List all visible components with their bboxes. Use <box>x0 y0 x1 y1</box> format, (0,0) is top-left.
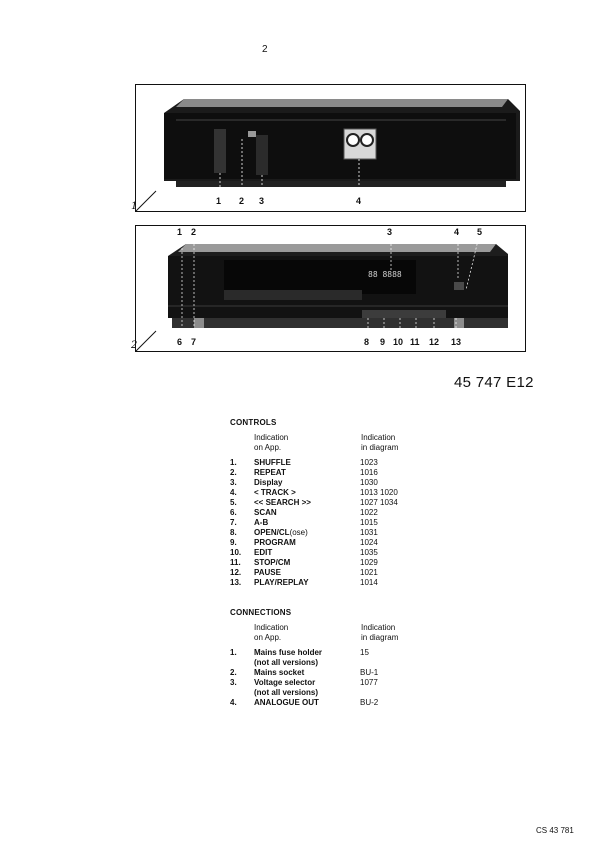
front-view-illustration <box>136 226 525 351</box>
row-label-text: EDIT <box>254 548 273 557</box>
connections-row <box>230 698 430 708</box>
row-label <box>254 678 360 688</box>
controls-row <box>230 488 430 498</box>
row-number: 3. <box>230 678 237 687</box>
fig1-tag: 1 <box>131 201 138 212</box>
row-value: 1022 <box>360 508 378 517</box>
row-label-text: PAUSE <box>254 568 281 577</box>
row-value: 1021 <box>360 568 378 577</box>
row-value: 1031 <box>360 528 378 537</box>
row-value: 1029 <box>360 558 378 567</box>
row-number: 11. <box>230 558 241 567</box>
row-number: 12. <box>230 568 242 577</box>
controls-row <box>230 558 430 568</box>
row-number: 13. <box>230 578 242 587</box>
fig2-callout-10: 10 <box>393 337 404 347</box>
row-value: 1027 1034 <box>360 498 398 507</box>
row-label-text: OPEN/CL <box>254 528 290 537</box>
row-number: 2. <box>230 468 237 477</box>
controls-table <box>230 458 430 588</box>
row-number: 1. <box>230 648 237 657</box>
row-label-text: Mains fuse holder <box>254 648 323 657</box>
controls-col1-header <box>254 433 288 453</box>
row-label <box>254 508 360 518</box>
controls-col1-header-line1: Indication <box>254 433 289 442</box>
controls-title: CONTROLS <box>230 418 277 427</box>
row-label <box>254 538 360 548</box>
controls-row <box>230 478 430 488</box>
controls-row <box>230 458 430 468</box>
row-label <box>254 648 360 658</box>
fig2-callout-1: 1 <box>177 227 183 237</box>
row-value: BU-1 <box>360 668 379 677</box>
row-label <box>254 498 360 508</box>
row-label-text: Mains socket <box>254 668 305 677</box>
connections-row <box>230 678 430 688</box>
controls-row <box>230 518 430 528</box>
connections-table <box>230 648 430 708</box>
row-label <box>254 468 360 478</box>
row-label-text: ANALOGUE OUT <box>254 698 319 707</box>
row-number: 4. <box>230 698 237 707</box>
row-number: 10. <box>230 548 242 557</box>
row-value: 1016 <box>360 468 378 477</box>
controls-col2-header-line1: Indication <box>361 433 396 442</box>
row-value: 1023 <box>360 458 378 467</box>
row-note: (not all versions) <box>254 658 319 667</box>
fig2-callout-2: 2 <box>191 227 197 237</box>
row-label <box>254 548 360 558</box>
row-value: 1030 <box>360 478 378 487</box>
controls-row <box>230 508 430 518</box>
connections-col1-header-line1: Indication <box>254 623 289 632</box>
row-value: 1035 <box>360 548 378 557</box>
connections-col2-header-line1: Indication <box>361 623 396 632</box>
row-value: BU-2 <box>360 698 379 707</box>
row-number: 7. <box>230 518 237 527</box>
row-label <box>254 568 360 578</box>
figure-2-front-view <box>131 225 526 352</box>
figure-1-rear-view <box>131 84 526 212</box>
row-label <box>254 518 360 528</box>
connections-row-note <box>230 658 430 668</box>
controls-col2-header <box>361 433 398 453</box>
connections-row <box>230 648 430 658</box>
row-label <box>254 578 360 588</box>
row-label <box>254 528 360 538</box>
fig1-callout-4: 4 <box>356 196 362 206</box>
row-note-spacer <box>230 658 254 668</box>
row-number: 1. <box>230 458 237 467</box>
row-value: 1077 <box>360 678 378 687</box>
row-label <box>254 488 360 498</box>
row-label-text: REPEAT <box>254 468 286 477</box>
row-note-spacer <box>230 688 254 698</box>
row-value: 15 <box>360 648 369 657</box>
row-label-text: A-B <box>254 518 269 527</box>
display-readout: 88 8888 <box>368 270 402 279</box>
row-label-text: SHUFFLE <box>254 458 291 467</box>
fig2-callout-11: 11 <box>410 337 420 347</box>
connections-row <box>230 668 430 678</box>
fig2-callout-8: 8 <box>364 337 370 347</box>
row-number: 5. <box>230 498 237 507</box>
row-number: 9. <box>230 538 237 547</box>
footer-code: CS 43 781 <box>536 826 574 835</box>
fig1-callout-3: 3 <box>259 196 265 206</box>
row-label <box>254 668 360 678</box>
row-label <box>254 698 360 708</box>
row-label-text: SCAN <box>254 508 277 517</box>
controls-row <box>230 538 430 548</box>
connections-col1-header-line2: on App. <box>254 633 282 642</box>
document-reference: 45 747 E12 <box>454 374 534 391</box>
controls-row <box>230 528 430 538</box>
fig2-callout-7: 7 <box>191 337 197 347</box>
row-note: (not all versions) <box>254 688 319 697</box>
controls-row <box>230 468 430 478</box>
row-number: 4. <box>230 488 237 497</box>
controls-col2-header-line2: in diagram <box>361 443 399 452</box>
controls-row <box>230 548 430 558</box>
fig2-callout-4: 4 <box>454 227 460 237</box>
controls-row <box>230 498 430 508</box>
row-note-value-spacer <box>360 658 430 668</box>
row-number: 3. <box>230 478 237 487</box>
row-number: 6. <box>230 508 237 517</box>
fig2-callout-5: 5 <box>477 227 483 237</box>
row-label-suffix: (ose) <box>289 528 308 537</box>
fig2-callout-6: 6 <box>177 337 183 347</box>
connections-row-note <box>230 688 430 698</box>
row-number: 8. <box>230 528 237 537</box>
row-value: 1015 <box>360 518 378 527</box>
row-label-text: Display <box>254 478 283 487</box>
fig2-callout-3: 3 <box>387 227 393 237</box>
row-label-text: PROGRAM <box>254 538 296 547</box>
row-label-text: Voltage selector <box>254 678 316 687</box>
fig1-callout-2: 2 <box>239 196 245 206</box>
fig2-callout-13: 13 <box>451 337 462 347</box>
row-label <box>254 558 360 568</box>
row-number: 2. <box>230 668 237 677</box>
page-number: 2 <box>262 44 268 55</box>
row-value: 1024 <box>360 538 378 547</box>
row-label <box>254 478 360 488</box>
row-value: 1014 <box>360 578 378 587</box>
row-value: 1013 1020 <box>360 488 398 497</box>
row-label-text: PLAY/REPLAY <box>254 578 309 587</box>
controls-row <box>230 568 430 578</box>
connections-col2-header <box>361 623 398 643</box>
row-label <box>254 458 360 468</box>
rear-view-illustration <box>136 85 525 211</box>
connections-col1-header <box>254 623 288 643</box>
row-label-text: STOP/CM <box>254 558 291 567</box>
row-label-text: << SEARCH >> <box>254 498 311 507</box>
controls-row <box>230 578 430 588</box>
controls-col1-header-line2: on App. <box>254 443 282 452</box>
fig2-tag: 2 <box>131 340 138 351</box>
fig1-callout-1: 1 <box>216 196 222 206</box>
connections-title: CONNECTIONS <box>230 608 292 617</box>
row-label-text: < TRACK > <box>254 488 296 497</box>
fig2-callout-12: 12 <box>429 337 440 347</box>
row-note-value-spacer <box>360 688 430 698</box>
connections-col2-header-line2: in diagram <box>361 633 399 642</box>
fig2-callout-9: 9 <box>380 337 386 347</box>
